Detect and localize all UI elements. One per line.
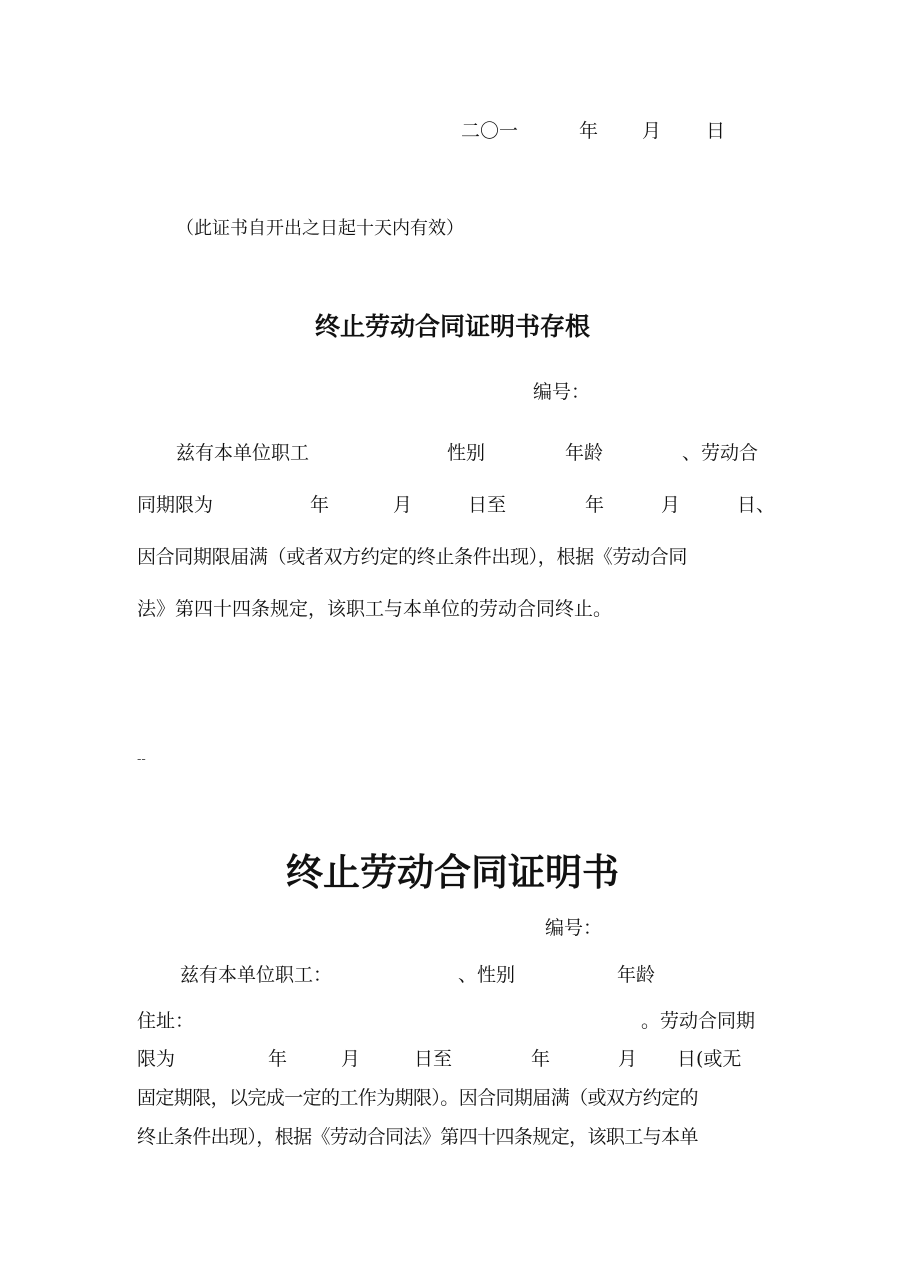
stub-line-4 — [0, 594, 905, 624]
cert-body-line-5: 终止条件出现），根据《劳动合同法》第四十四条规定，该职工与本单 — [137, 1126, 698, 1148]
cert-start-year: 年 — [268, 1048, 288, 1070]
stub-age-label: 年龄 — [565, 442, 604, 464]
certificate-title: 终止劳动合同证明书 — [286, 850, 619, 894]
stub-term-label: 同期限为 — [137, 494, 214, 516]
date-year-prefix: 二〇一 — [461, 120, 519, 142]
cert-employee-label: 兹有本单位职工： — [180, 964, 333, 986]
cert-body-line-4: 固定期限，以完成一定的工作为期限）。因合同期届满（或双方约定的 — [137, 1087, 698, 1109]
cert-end-month: 月 — [618, 1048, 638, 1070]
validity-note: （此证书自开出之日起十天内有效） — [176, 218, 464, 239]
stub-end-year: 年 — [585, 494, 605, 516]
cert-line-2 — [0, 1006, 905, 1036]
cert-end-year: 年 — [531, 1048, 551, 1070]
date-day-label: 日 — [706, 120, 726, 142]
cert-start-day: 日至 — [414, 1048, 453, 1070]
stub-body-line-4: 法》第四十四条规定，该职工与本单位的劳动合同终止。 — [137, 598, 613, 620]
stub-line-3 — [0, 542, 905, 572]
stub-start-year: 年 — [310, 494, 330, 516]
cert-end-day: 日(或无 — [677, 1048, 742, 1070]
stub-body-line-3: 因合同期限届满（或者双方约定的终止条件出现），根据《劳动合同 — [137, 546, 688, 568]
stub-number-label: 编号： — [533, 381, 591, 403]
cert-start-month: 月 — [341, 1048, 361, 1070]
cert-line-1 — [0, 960, 905, 990]
stub-employee-label: 兹有本单位职工 — [176, 442, 310, 464]
page-separator: -- — [137, 752, 146, 767]
stub-contract-label: 、劳动合 — [682, 442, 759, 464]
date-year-label: 年 — [579, 120, 599, 142]
stub-start-month: 月 — [393, 494, 413, 516]
cert-line-4 — [0, 1083, 905, 1113]
stub-title: 终止劳动合同证明书存根 — [314, 312, 590, 341]
stub-end-day: 日、 — [737, 494, 776, 516]
cert-line-5 — [0, 1122, 905, 1152]
cert-line-3 — [0, 1044, 905, 1074]
cert-gender-label: 、性别 — [458, 964, 516, 986]
cert-address-label: 住址： — [137, 1010, 195, 1032]
cert-age-label: 年龄 — [617, 964, 656, 986]
cert-contract-label: 。劳动合同期 — [641, 1010, 756, 1032]
date-line — [0, 116, 905, 144]
stub-line-1 — [0, 438, 905, 468]
stub-gender-label: 性别 — [447, 442, 486, 464]
cert-term-label: 限为 — [137, 1048, 176, 1070]
stub-line-2 — [0, 490, 905, 520]
stub-end-month: 月 — [661, 494, 681, 516]
date-month-label: 月 — [642, 120, 662, 142]
certificate-number-label: 编号： — [545, 917, 603, 939]
stub-start-day: 日至 — [468, 494, 507, 516]
